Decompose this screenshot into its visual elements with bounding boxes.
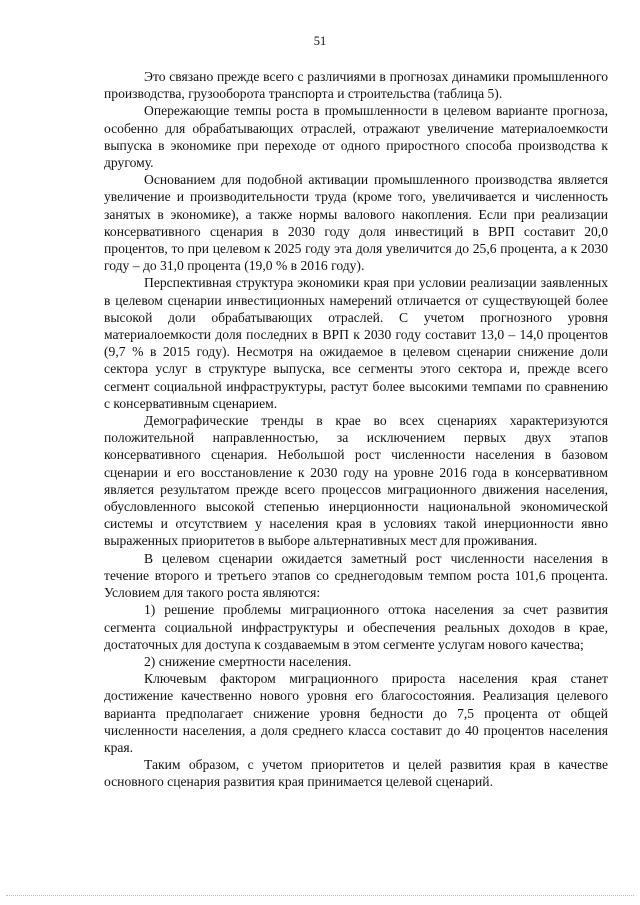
scan-artifact (6, 895, 634, 896)
paragraph: Перспективная структура экономики края при условии реализации заявленных в целевом сценарии инвестиционных намерений отличается от существующей более высокой доли обрабатывающих отраслей. С учетом прогнозного уровня материалоемкости доля последних в ВРП к 2030 году составит 13,0 – 14,0 процентов (9,7 % в 2015 году). Несмотря на ожидаемое в целевом сценарии снижение доли сектора услуг в структуре выпуска, все сегменты этого сектора и, прежде всего сегмент социальной инфраструктуры, растут более высокими темпами по сравнению с консервативным сценарием. (104, 275, 608, 411)
list-item: 2) снижение смертности населения. (144, 653, 352, 669)
paragraph: Демографические тренды в крае во всех сценариях характеризуются положительной направленностью, за исключением первых двух этапов консервативного сценария. Небольшой рост численности населения в базовом сценарии и его восстановление к 2030 году на уровне 2016 года в консервативном является результатом прежде всего процессов миграционного движения населения, обусловленного высокой степенью инерционности национальной экономической системы и отсутствием у населения края в условиях такой инерционности явно выраженных приоритетов в выборе альтернативных мест для проживания. (104, 413, 608, 549)
page-number: 51 (313, 34, 327, 48)
paragraph: Ключевым фактором миграционного прироста населения края станет достижение качественно нового уровня его благосостояния. Реализация целевого варианта предполагает снижение уровня бедности до 7,5 процента от общей численности населения, а доля среднего класса составит до 40 процентов населения края. (104, 671, 608, 755)
paragraph: Это связано прежде всего с различиями в прогнозах динамики промышленного производства, грузооборота транспорта и строительства (таблица 5). (104, 69, 608, 102)
body-text (104, 68, 608, 791)
paragraph: Таким образом, с учетом приоритетов и целей развития края в качестве основного сценария развития края принимается целевой сценарий. (104, 757, 608, 790)
paragraph: Опережающие темпы роста в промышленности в целевом варианте прогноза, особенно для обрабатывающих отраслей, отражают увеличение материалоемкости выпуска в экономике при переходе от одного приростного способа производства к другому. (104, 103, 608, 171)
paragraph: В целевом сценарии ожидается заметный рост численности населения в течение второго и третьего этапов со среднегодовым темпом роста 101,6 процента. Условием для такого роста являются: (104, 550, 608, 601)
paragraph: Основанием для подобной активации промышленного производства является увеличение и производительности труда (кроме того, увеличивается и численность занятых в экономике), а также нормы валового накопления. Если при реализации консервативного сценария в 2030 году доля инвестиций в ВРП составит 20,0 процентов, то при целевом к 2025 году эта доля увеличится до 25,6 процента, а к 2030 году – до 31,0 процента (19,0 % в 2016 году). (104, 172, 608, 274)
list-item: 1) решение проблемы миграционного оттока населения за счет развития сегмента социальной инфраструктуры и обеспечения реальных доходов в крае, достаточных для доступа к создаваемым в этом сегменте услугам нового качества; (104, 602, 608, 652)
